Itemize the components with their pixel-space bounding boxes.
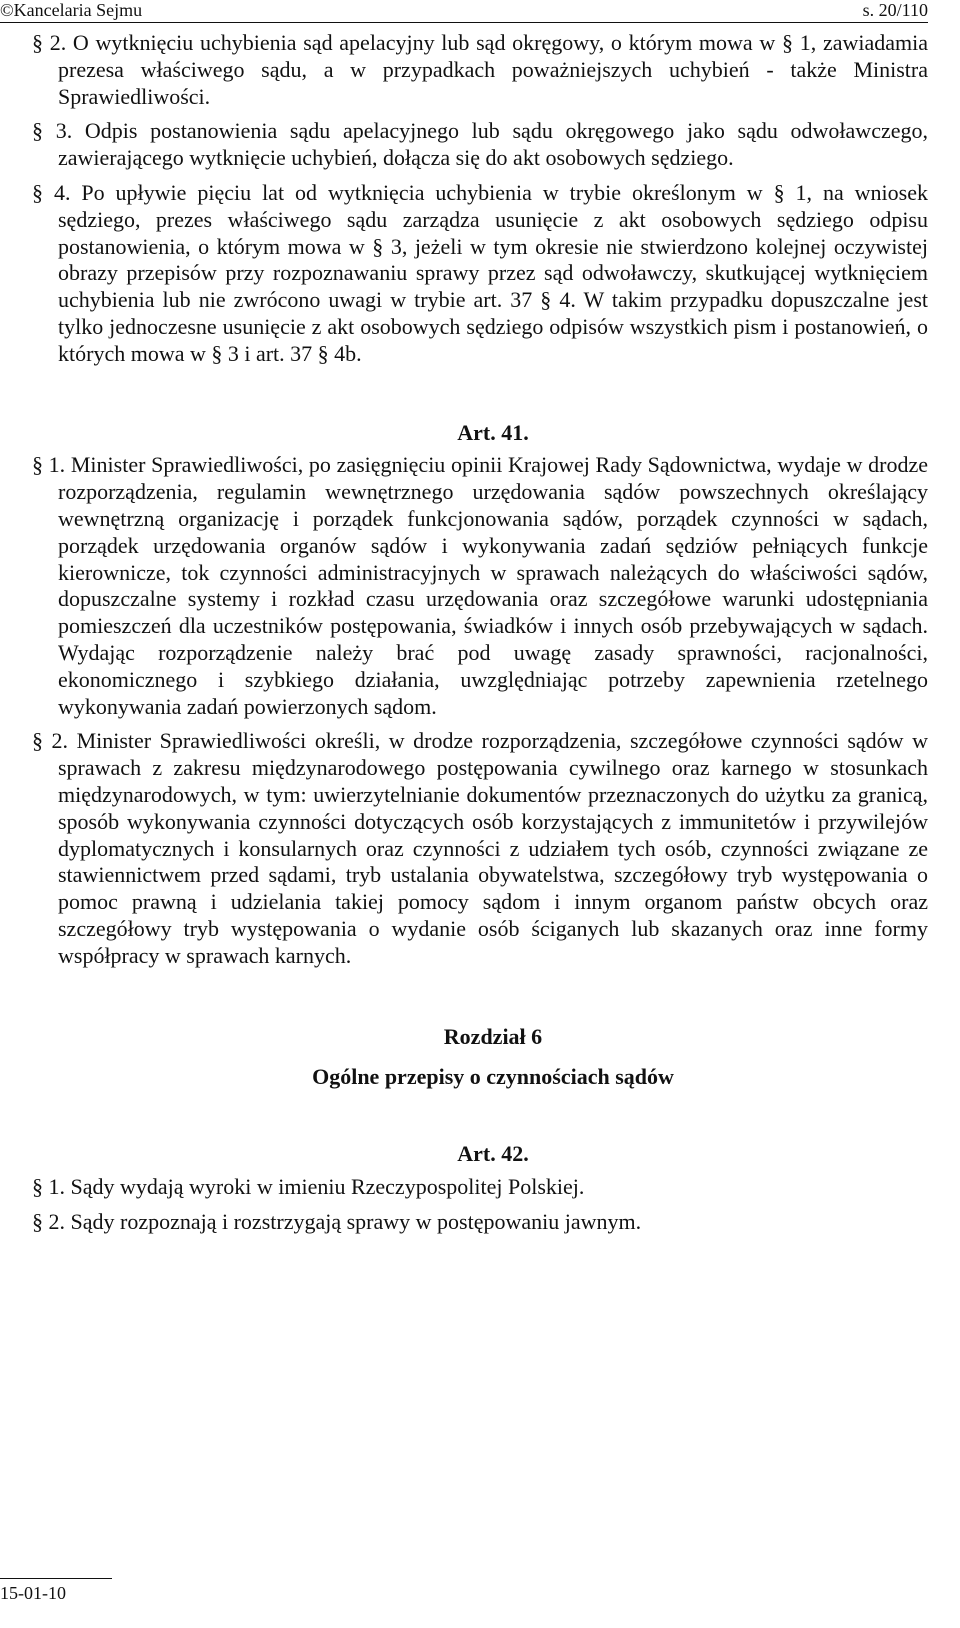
paragraph-3: § 3. Odpis postanowienia sądu apelacyjnego lub sądu okręgowego jako sądu odwoławczego, zawierającego wytknięcie uchybień, dołącza się do akt osobowych sędziego. — [32, 118, 928, 171]
paragraph-2: § 2. O wytknięciu uchybienia sąd apelacyjny lub sąd okręgowy, o którym mowa w § 1, zawiadamia prezesa właściwego sądu, a w przypadkach poważniejszych uchybień - także Ministra Sprawiedliwości. — [32, 30, 928, 109]
footer-date: 15-01-10 — [0, 1583, 66, 1603]
article-41-title: Art. 41. — [457, 419, 529, 445]
page-number: s. 20/110 — [862, 0, 928, 20]
article-42-paragraph-1: § 1. Sądy wydają wyroki w imieniu Rzeczypospolitej Polskiej. — [32, 1173, 585, 1199]
article-42-title: Art. 42. — [457, 1141, 529, 1167]
page-footer — [0, 1578, 112, 1603]
paragraph-4: § 4. Po upływie pięciu lat od wytknięcia uchybienia w trybie określonym w § 1, na wniosek sędziego, prezes właściwego sądu zarządza usunięcie z akt osobowych sędziego odpisu postanowienia, o którym mowa w § 3, jeżeli w tym okresie nie stwierdzono kolejnej oczywistej obrazy przepisów przy rozpoznawaniu sprawy przez sąd odwoławczy, skutkującej wytknięciem uchybienia lub nie zwrócono uwagi w trybie art. 37 § 4. W takim przypadku dopuszczalne jest tylko jednoczesne usunięcie z akt osobowych sędziego odpisów wszystkich pism i postanowień, o których mowa w § 3 i art. 37 § 4b. — [32, 179, 928, 366]
copyright-label: ©Kancelaria Sejmu — [0, 0, 143, 20]
chapter-number: Rozdział 6 — [443, 1023, 543, 1049]
chapter-title: Ogólne przepisy o czynnościach sądów — [312, 1064, 674, 1090]
article-41-paragraph-1: § 1. Minister Sprawiedliwości, po zasięgnięciu opinii Krajowej Rady Sądownictwa, wydaje w drodze rozporządzenia, regulamin wewnętrznego urzędowania sądów powszechnych określający wewnętrzną organizację i porządek funkcjonowania sądów, porządek czynności w sądach, porządek urzędowania organów sądów i wykonywania zadań sędziów pełniących funkcje kierownicze, tok czynności administracyjnych w sprawach należących do właściwości sądów, dopuszczalne systemy i rozkład czasu urzędowania oraz szczegółowe warunki udostępniania pomieszczeń dla uczestników postępowania, świadków i innych osób przebywających w sądach. Wydając rozporządzenie należy brać pod uwagę zasady sprawności, racjonalności, ekonomicznego i szybkiego działania, uwzględniając potrzeby zapewnienia rzetelnego wykonywania zadań powierzonych sądom. — [32, 452, 928, 719]
article-42-paragraph-2: § 2. Sądy rozpoznają i rozstrzygają sprawy w postępowaniu jawnym. — [32, 1208, 642, 1234]
article-41-paragraph-2: § 2. Minister Sprawiedliwości określi, w drodze rozporządzenia, szczegółowe czynności sądów w sprawach z zakresu międzynarodowego postępowania cywilnego oraz karnego w stosunkach międzynarodowych, w tym: uwierzytelnianie dokumentów przeznaczonych do użytku za granicą, sposób wykonywania czynności dotyczących osób korzystających z immunitetów i przywilejów dyplomatycznych i konsularnych oraz czynności z udziałem tych osób, czynności związane ze stawiennictwem przed sądami, tryb ustalania obywatelstwa, szczegółowy tryb występowania o pomoc prawną i udzielania takiej pomocy sądom i innym organom państw obcych oraz szczegółowy tryb występowania o wydanie osób ściganych lub skazanych oraz inne formy współpracy w sprawach karnych. — [32, 728, 928, 968]
document-body — [0, 30, 928, 1235]
page-header — [0, 0, 928, 23]
